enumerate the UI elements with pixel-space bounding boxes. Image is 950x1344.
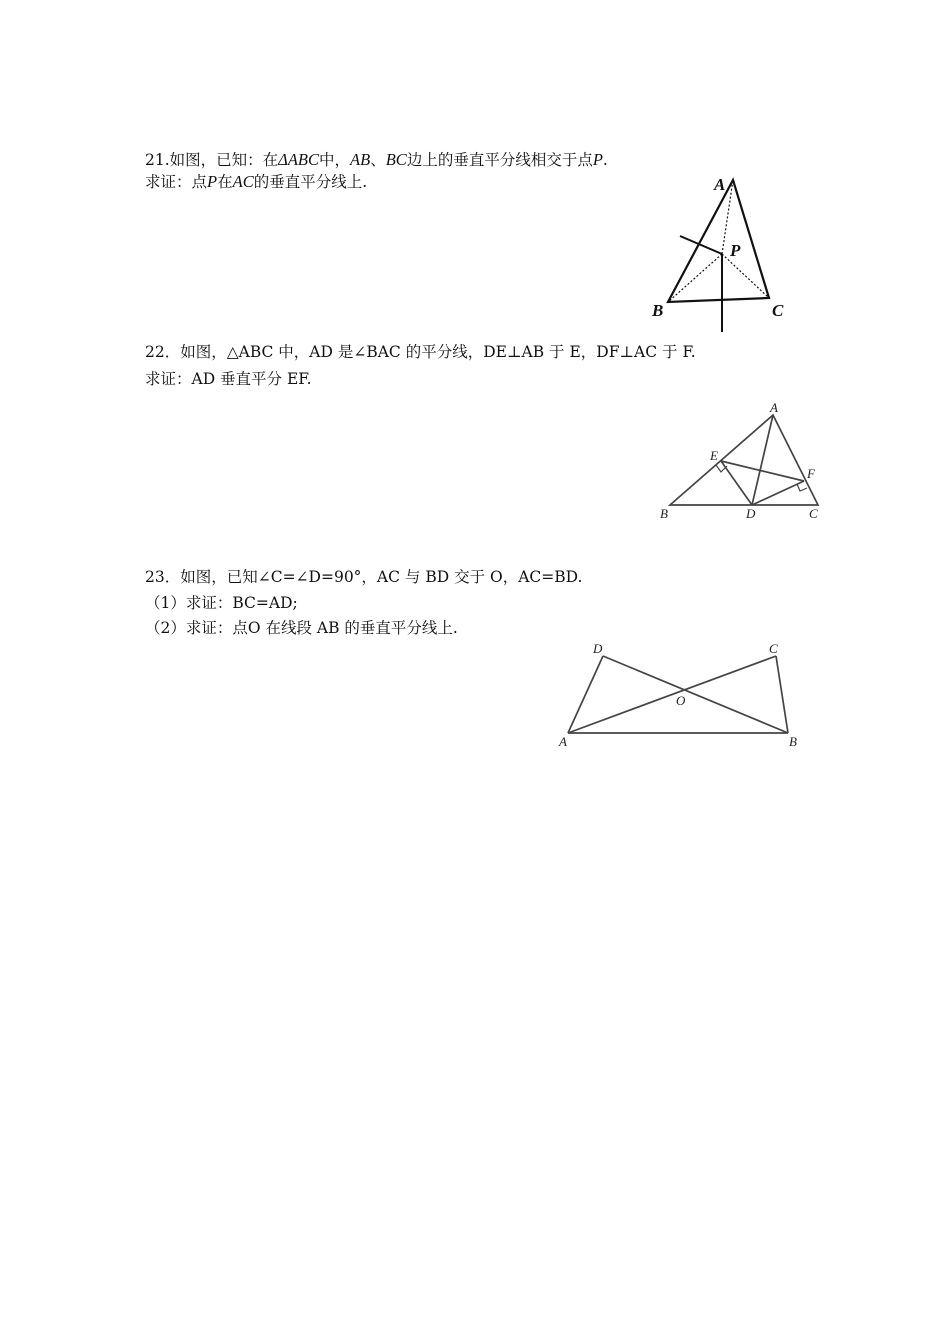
figure-22-triangle: [650, 395, 830, 525]
label-f: F: [807, 466, 815, 481]
label-d: D: [593, 641, 603, 656]
problem-22-statement: 22．如图，△ABC 中，AD 是∠BAC 的平分线，DE⊥AB 于 E，DF⊥AC 于 F.: [145, 343, 696, 361]
problem-21-statement: 21.如图，已知：在ΔABC中，AB、BC边上的垂直平分线相交于点P.: [145, 150, 608, 169]
label-e: E: [710, 448, 718, 463]
label-p: P: [730, 241, 741, 260]
label-a: A: [559, 734, 567, 749]
segment-ac: [568, 656, 776, 733]
problem-23-part-2: （2）求证：点O 在线段 AB 的垂直平分线上.: [145, 619, 458, 637]
label-c: C: [769, 641, 778, 656]
label-b: B: [789, 734, 797, 749]
label-b: B: [652, 301, 664, 320]
label-a: A: [770, 400, 778, 415]
problem-23-statement: 23．如图，已知∠C=∠D=90°，AC 与 BD 交于 O，AC=BD.: [145, 568, 583, 586]
label-c: C: [772, 301, 784, 320]
segment-ad: [752, 415, 773, 505]
figure-23-quadrilateral: [550, 635, 810, 755]
problem-22-claim: 求证：AD 垂直平分 EF.: [145, 370, 312, 388]
segment-pb: [668, 254, 722, 302]
triangle-abc: [670, 415, 818, 505]
segment-bd: [603, 656, 788, 733]
segment-df: [752, 481, 804, 505]
label-c: C: [809, 506, 818, 521]
label-o: O: [676, 693, 686, 708]
triangle-abc: [668, 180, 769, 302]
right-angle-mark-f: [797, 484, 807, 491]
label-a: A: [714, 175, 726, 194]
label-b: B: [660, 506, 668, 521]
problem-21-claim: 求证：点P在AC的垂直平分线上.: [145, 172, 368, 191]
problem-23-part-1: （1）求证：BC=AD;: [145, 594, 298, 612]
figure-21-triangle: [640, 170, 800, 335]
segment-bc: [776, 656, 788, 733]
label-d: D: [746, 506, 756, 521]
